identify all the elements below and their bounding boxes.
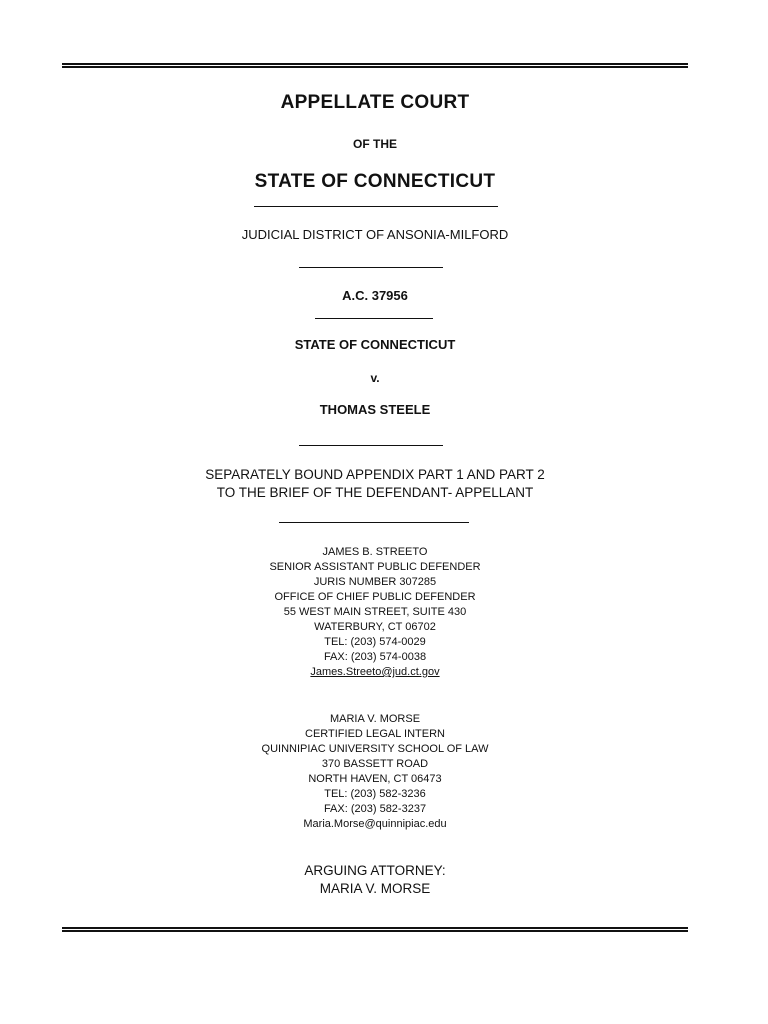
bottom-double-rule xyxy=(62,927,688,932)
arguing-attorney-label: ARGUING ATTORNEY: xyxy=(304,863,446,878)
counsel-1-street: 55 WEST MAIN STREET, SUITE 430 xyxy=(283,606,467,618)
counsel-2-name: MARIA V. MORSE xyxy=(329,713,421,725)
versus-label: v. xyxy=(370,371,380,385)
counsel-1-juris: JURIS NUMBER 307285 xyxy=(313,576,437,588)
counsel-1-name: JAMES B. STREETO xyxy=(322,546,428,558)
divider-5 xyxy=(279,522,469,523)
of-the-label: OF THE xyxy=(353,137,397,151)
arguing-attorney-name: MARIA V. MORSE xyxy=(319,881,431,896)
state-name: STATE OF CONNECTICUT xyxy=(254,171,496,192)
divider-3 xyxy=(315,318,433,319)
document-title xyxy=(0,466,750,502)
divider-2 xyxy=(299,267,443,268)
counsel-block-2 xyxy=(0,712,750,832)
counsel-1-tel: TEL: (203) 574-0029 xyxy=(324,636,426,648)
counsel-1-email-link[interactable]: James.Streeto@jud.ct.gov xyxy=(310,666,440,678)
counsel-2-email: Maria.Morse@quinnipiac.edu xyxy=(303,818,447,830)
counsel-2-tel: TEL: (203) 582-3236 xyxy=(324,788,426,800)
divider-1 xyxy=(254,206,498,207)
counsel-2-school: QUINNIPIAC UNIVERSITY SCHOOL OF LAW xyxy=(261,743,489,755)
top-double-rule xyxy=(62,63,688,68)
plaintiff-name: STATE OF CONNECTICUT xyxy=(294,337,456,352)
court-name: APPELLATE COURT xyxy=(280,92,470,113)
counsel-2-title: CERTIFIED LEGAL INTERN xyxy=(305,728,445,740)
divider-4 xyxy=(299,445,443,446)
counsel-1-office: OFFICE OF CHIEF PUBLIC DEFENDER xyxy=(274,591,476,603)
docket-number: A.C. 37956 xyxy=(342,288,408,303)
judicial-district: JUDICIAL DISTRICT OF ANSONIA-MILFORD xyxy=(241,227,509,242)
counsel-1-title: SENIOR ASSISTANT PUBLIC DEFENDER xyxy=(269,561,481,573)
arguing-attorney xyxy=(0,862,750,898)
counsel-2-fax: FAX: (203) 582-3237 xyxy=(323,803,427,815)
defendant-name: THOMAS STEELE xyxy=(319,402,431,417)
counsel-1-fax: FAX: (203) 574-0038 xyxy=(323,651,427,663)
document-title-line-2: TO THE BRIEF OF THE DEFENDANT- APPELLANT xyxy=(216,485,534,500)
document-title-line-1: SEPARATELY BOUND APPENDIX PART 1 AND PART 2 xyxy=(205,467,545,482)
counsel-block-1 xyxy=(0,545,750,680)
counsel-1-city: WATERBURY, CT 06702 xyxy=(314,621,436,633)
counsel-2-city: NORTH HAVEN, CT 06473 xyxy=(308,773,442,785)
counsel-2-street: 370 BASSETT ROAD xyxy=(321,758,429,770)
